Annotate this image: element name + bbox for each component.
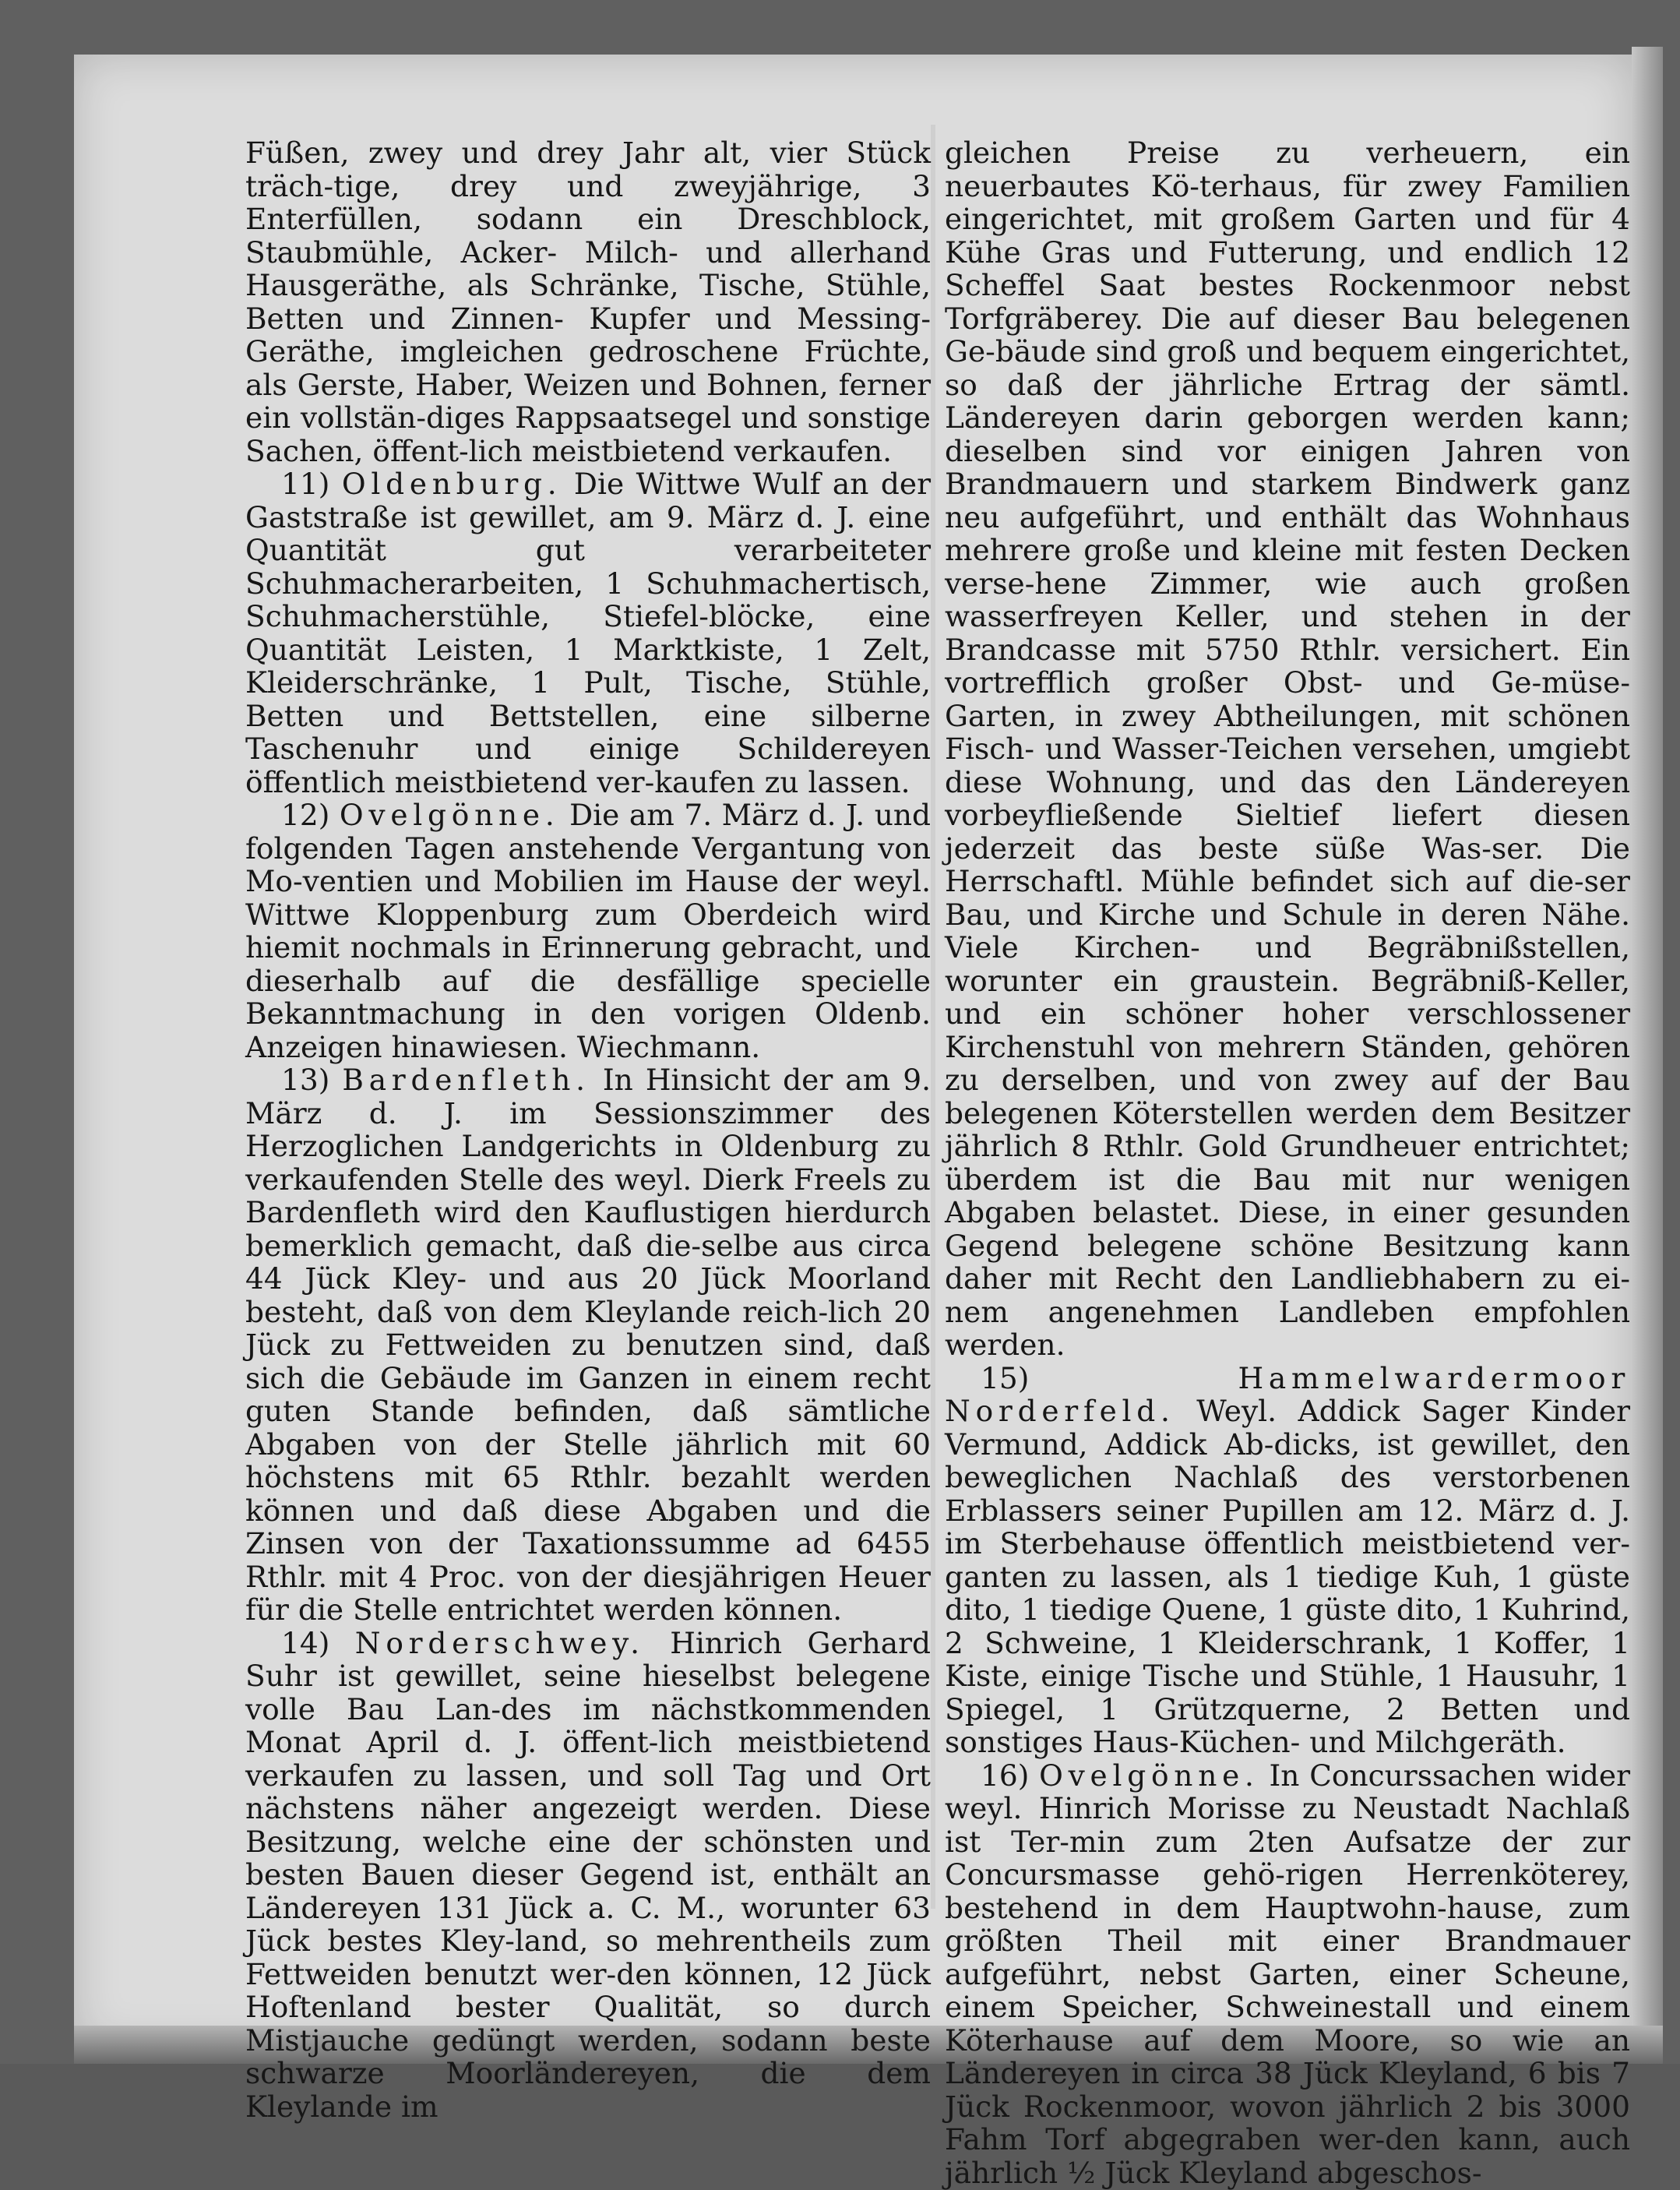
paragraph-text: Weyl. Addick Sager Kinder Vermund, Addick Ab-dicks, ist gewillet, den beweglichen Nachlaß des verstorbenen Erblassers seiner Pupillen am 12. März d. J. im Sterbehause öffentlich meistbietend ver-ganten zu lassen, als 1 tiedige Kuh, 1 güste dito, 1 tiedige Quene, 1 güste dito, 1 Kuhrind, 2 Schweine, 1 Kleiderschrank, 1 Koffer, 1 Kiste, einige Tische und Stühle, 1 Hausuhr, 1 Spiegel, 1 Grützquerne, 2 Betten und sonstiges Haus-Küchen- und Milchgeräth. bbox=[945, 1394, 1631, 1759]
announcement-number: 15) bbox=[981, 1360, 1030, 1395]
announcement-number: 13) bbox=[281, 1063, 330, 1097]
announcement-11 bbox=[245, 467, 931, 799]
announcement-number: 12) bbox=[281, 798, 330, 832]
announcement-16 bbox=[945, 1759, 1630, 2190]
page-edge-right bbox=[1632, 47, 1663, 2049]
paragraph-text: gleichen Preise zu verheuern, ein neuerbautes Kö-terhaus, für zwey Familien eingerichtet, mit großem Garten und für 4 Kühe Gras und Futterung, und endlich 12 Scheffel Saat bestes Rockenmoor nebst Torfgräberey. Die auf dieser Bau belegenen Ge-bäude sind groß und bequem eingerichtet, so daß der jährliche Ertrag der sämtl. Ländereyen darin geborgen werden kann; dieselben sind vor einigen Jahren von Brandmauern und starkem Bindwerk ganz neu aufgeführt, und enthält das Wohnhaus mehrere große und kleine mit festen Decken verse-hene Zimmer, wie auch großen wasserfreyen Keller, und stehen in der Brandcasse mit 5750 Rthlr. versichert. Ein vortrefflich großer Obst- und Ge-müse-Garten, in zwey Abtheilungen, mit schönen Fisch- und Wasser-Teichen versehen, umgiebt diese Wohnung, und das den Ländereyen vorbeyfließende Sieltief liefert diesen jederzeit das beste süße Was-ser. Die Herrschaftl. Mühle befindet sich auf die-ser Bau, und Kirche und Schule in deren Nähe. Viele Kirchen- und Begräbnißstellen, worunter ein graustein. Begräbniß-Keller, und ein schöner hoher verschlossener Kirchenstuhl von mehrern Ständen, gehören zu derselben, und von zwey auf der Bau belegenen Köterstellen werden dem Besitzer jährlich 8 Rthlr. Gold Grundheuer entrichtet; überdem ist die Bau mit nur wenigen Abgaben belastet. Diese, in einer gesunden Gegend belegene schöne Besitzung kann daher mit Recht den Landliebhabern zu ei-nem angenehmen Landleben empfohlen werden. bbox=[945, 136, 1630, 1362]
column-gutter bbox=[931, 125, 935, 1909]
announcement-12 bbox=[245, 799, 931, 1063]
announcement-number: 14) bbox=[281, 1625, 330, 1660]
paragraph-text: Hinrich Gerhard Suhr ist gewillet, seine hieselbst belegene volle Bau Lan-des im nächstkommenden Monat April d. J. öffent-lich meistbietend verkaufen zu lassen, und soll Tag und Ort nächstens näher angezeigt werden. Diese Besitzung, welche eine der schönsten und besten Bauen dieser Gegend ist, enthält an Ländereyen 131 Jück a. C. M., worunter 63 Jück bestes Kley-land, so mehrentheils zum Fettweiden benutzt wer-den können, 12 Jück Hoftenland bester Qualität, so durch Mistjauche gedüngt werden, sodann beste schwarze Moorländereyen, die dem Kleylande im bbox=[245, 1625, 932, 2124]
paragraph-text: Die am 7. März d. J. und folgenden Tagen anstehende Vergantung von Mo-ventien und Mobilien im Hause der weyl. Wittwe Kloppenburg zum Oberdeich wird hiemit nochmals in Erinnerung gebracht, und dieserhalb auf die desfällige specielle Bekanntmachung in den vorigen Oldenb. Anzeigen hinawiesen. Wiechmann. bbox=[245, 798, 931, 1064]
announcement-number: 11) bbox=[281, 467, 330, 501]
announcement-continuation bbox=[945, 136, 1630, 1362]
left-column bbox=[245, 136, 931, 2123]
paragraph-text: Füßen, zwey und drey Jahr alt, vier Stück träch-tige, drey und zweyjährige, 3 Enterfüllen, sodann ein Dreschblock, Staubmühle, Acker- Milch- und allerhand Hausgeräthe, als Schränke, Tische, Stühle, Betten und Zinnen- Kupfer und Messing-Geräthe, imgleichen gedroschene Früchte, als Gerste, Haber, Weizen und Bohnen, ferner ein vollstän-diges Rappsaatsegel und sonstige Sachen, öffent-lich meistbietend verkaufen. bbox=[245, 136, 931, 468]
announcement-number: 16) bbox=[981, 1758, 1030, 1793]
announcement-place: Norderschwey. bbox=[354, 1625, 645, 1660]
announcement-continuation bbox=[245, 136, 931, 467]
announcement-13 bbox=[245, 1063, 931, 1627]
paragraph-text: In Concurssachen wider weyl. Hinrich Morisse zu Neustadt Nachlaß ist Ter-min zum 2ten Aufsatze der zur Concursmasse gehö-rigen Herrenköterey, bestehend in dem Hauptwohn-hause, zum größten Theil mit einer Brandmauer aufgeführt, nebst Garten, einer Scheune, einem Speicher, Schweinestall und einem Köterhause auf dem Moore, so wie an Ländereyen in circa 38 Jück Kleyland, 6 bis 7 Jück Rockenmoor, wovon jährlich 2 bis 3000 Fahm Torf abgegraben wer-den kann, auch jährlich ½ Jück Kleyland abgeschos- bbox=[945, 1758, 1630, 2190]
announcement-place: Hammelwardermoor Norderfeld. bbox=[945, 1360, 1630, 1428]
announcement-15 bbox=[945, 1362, 1630, 1759]
announcement-place: Ovelgönne. bbox=[1039, 1758, 1259, 1793]
announcement-place: Oldenburg. bbox=[341, 467, 562, 501]
announcement-place: Ovelgönne. bbox=[339, 798, 560, 832]
paragraph-text: In Hinsicht der am 9. März d. J. im Sessionszimmer des Herzoglichen Landgerichts in Oldenburg zu verkaufenden Stelle des weyl. Dierk Freels zu Bardenfleth wird den Kauflustigen hierdurch bemerklich gemacht, daß die-selbe aus circa 44 Jück Kley- und aus 20 Jück Moorland besteht, daß von dem Kleylande reich-lich 20 Jück zu Fettweiden zu benutzen sind, daß sich die Gebäude im Ganzen in einem recht guten Stande befinden, daß sämtliche Abgaben von der Stelle jährlich mit 60 höchstens mit 65 Rthlr. bezahlt werden können und daß diese Abgaben und die Zinsen von der Taxationssumme ad 6455 Rthlr. mit 4 Proc. von der diesjährigen Heuer für die Stelle entrichtet werden können. bbox=[245, 1063, 932, 1627]
announcement-14 bbox=[245, 1627, 931, 2124]
right-column bbox=[945, 136, 1630, 2189]
paragraph-text: Die Wittwe Wulf an der Gaststraße ist gewillet, am 9. März d. J. eine Quantität gut verarbeiteter Schuhmacherarbeiten, 1 Schuhmachertisch, Schuhmacherstühle, Stiefel-blöcke, eine Quantität Leisten, 1 Marktkiste, 1 Zelt, Kleiderschränke, 1 Pult, Tische, Stühle, Betten und Bettstellen, eine silberne Taschenuhr und einige Schildereyen öffentlich meistbietend ver-kaufen zu lassen. bbox=[245, 467, 932, 799]
announcement-place: Bardenfleth. bbox=[342, 1063, 590, 1097]
